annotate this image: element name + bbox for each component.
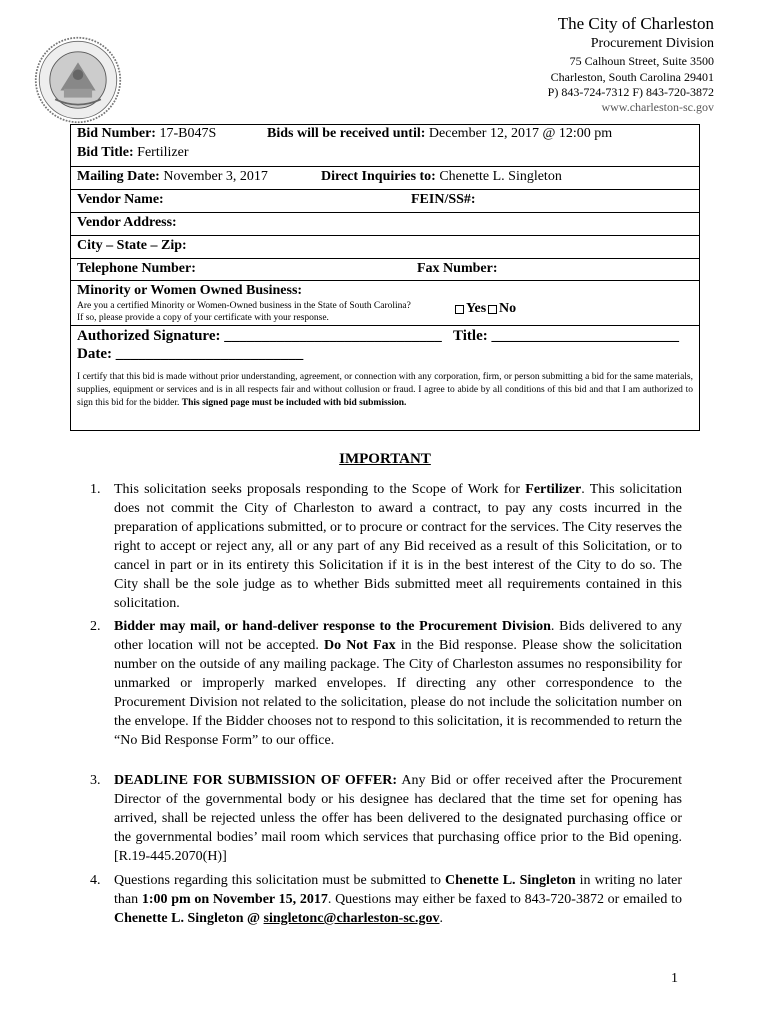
bids-received-value: December 12, 2017 @ 12:00 pm: [428, 126, 613, 141]
vendor-address-label: Vendor Address:: [77, 215, 177, 230]
mailing-date-value: November 3, 2017: [163, 169, 268, 184]
fein-label: FEIN/SS#:: [411, 192, 476, 207]
bid-title-label: Bid Title:: [77, 145, 134, 160]
vendor-name-row[interactable]: [71, 190, 699, 213]
no-checkbox[interactable]: [488, 305, 497, 314]
vendor-name-label: Vendor Name:: [77, 192, 164, 207]
date-label[interactable]: Date: _________________________: [77, 346, 304, 362]
yes-option[interactable]: Yes: [455, 301, 486, 317]
telephone-row[interactable]: [71, 259, 699, 281]
mailing-date-label: Mailing Date:: [77, 169, 160, 184]
city-seal-logo: [34, 36, 122, 124]
certification-bold: This signed page must be included with bid submission.: [181, 398, 407, 408]
email-link[interactable]: singletonc@charleston-sc.gov: [263, 911, 440, 926]
inquiries-label: Direct Inquiries to:: [321, 169, 436, 184]
city-state-zip-row[interactable]: [71, 236, 699, 259]
letterhead: [548, 14, 714, 115]
bid-title-row: [71, 145, 699, 167]
minority-note: If so, please provide a copy of your certificate with your response.: [77, 313, 329, 323]
instruction-item: 4. Questions regarding this solicitation must be submitted to Chenette L. Singleton in writing no later than 1:00 pm on November 15, 2017. Questions may either be faxed to 843-720-3872 or emailed to Chenette L. Singleton @ singletonc@charleston-sc.gov.: [90, 873, 683, 926]
vendor-address-row[interactable]: [71, 213, 699, 236]
fax-label: Fax Number:: [417, 261, 498, 276]
certification-text: I certify that this bid is made without prior understanding, agreement, or connection with any corporation, firm, or person submitting a bid for the same materials, supplies, equipment or services and is in all respects fair and without collusion or fraud. I agree to abide by all conditions of this bid and that I am authorized to sign this bid for the bidder. This signed page must be included with bid submission.: [77, 372, 693, 408]
city-state-zip: Charleston, South Carolina 29401: [550, 69, 714, 84]
minority-row: [71, 281, 699, 326]
instruction-item: 3. DEADLINE FOR SUBMISSION OF OFFER: Any Bid or offer received after the Procurement Director of the governmental body or his designee has declared that the time set for opening has arrived, shall be rejected unless the offer has been delivered to the designated purchasing office or the governmental bodies’ mail room which services that purchasing office prior to the Bid opening. [R.19-445.2070(H)]: [90, 773, 682, 864]
bid-number-label: Bid Number:: [77, 126, 156, 141]
city-name: The City of Charleston: [557, 14, 714, 33]
yes-checkbox[interactable]: [455, 305, 464, 314]
bid-number-row: [71, 125, 699, 145]
city-state-zip-label: City – State – Zip:: [77, 238, 187, 253]
page-number: 1: [671, 971, 678, 986]
mailing-date-row: [71, 167, 699, 190]
minority-heading: Minority or Women Owned Business:: [77, 283, 303, 298]
website[interactable]: www.charleston-sc.gov: [601, 100, 714, 115]
minority-question: Are you a certified Minority or Women-Owned business in the State of South Carolina?: [77, 301, 411, 311]
signature-label[interactable]: Authorized Signature: _____________________________: [77, 328, 442, 344]
bid-form: [70, 124, 700, 431]
instruction-item: 1. This solicitation seeks proposals responding to the Scope of Work for Fertilizer. This solicitation does not commit the City of Charleston to award a contract, to pay any costs incurred in the preparation of applications submitted, or to procure or contract for the services. The City reserves the right to accept or reject any, all or any part of any Bid received as a result of this Solicitation, or to cancel in part or in its entirety this Solicitation if it is in the best interest of the City to do so. The City shall be the sole judge as to whether Bids submitted meet all requirements contained in this solicitation.: [90, 482, 682, 611]
inquiries-value: Chenette L. Singleton: [439, 169, 562, 184]
instruction-item: 2. Bidder may mail, or hand-deliver response to the Procurement Division. Bids delivered to any other location will not be accepted. Do Not Fax in the Bid response. Please show the solicitation number on the outside of any mailing package. The City of Charleston assumes no responsibility for unmarked or improperly marked envelopes. If directing any other correspondence to the Procurement Division not related to the solicitation, please do not include the solicitation number on the envelope. If the Bidder chooses not to respond to this solicitation, it is recommended to return the “No Bid Response Form” to our office.: [90, 619, 682, 748]
telephone-label: Telephone Number:: [77, 261, 196, 276]
important-heading: IMPORTANT: [339, 451, 431, 467]
bid-title-value: Fertilizer: [137, 145, 189, 160]
phone-fax: P) 843-724-7312 F) 843-720-3872: [547, 84, 714, 99]
street-address: 75 Calhoun Street, Suite 3500: [569, 54, 714, 69]
no-option[interactable]: No: [488, 301, 516, 317]
bid-number-value: 17-B047S: [159, 126, 217, 141]
title-label[interactable]: Title: _________________________: [453, 328, 679, 344]
division-name: Procurement Division: [590, 36, 714, 52]
bids-received-label: Bids will be received until:: [267, 126, 426, 141]
